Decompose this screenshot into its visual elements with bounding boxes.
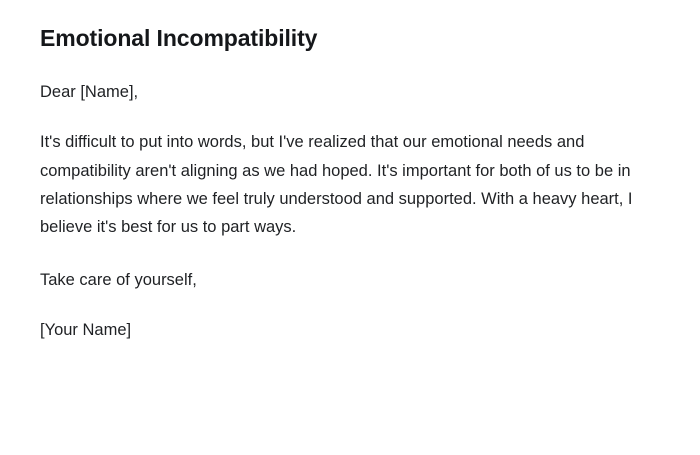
letter-closing: Take care of yourself, bbox=[40, 270, 197, 289]
letter-salutation: Dear [Name], bbox=[40, 82, 139, 101]
letter-signature: [Your Name] bbox=[40, 321, 132, 340]
page-title: Emotional Incompatibility bbox=[40, 25, 318, 51]
letter-body: It's difficult to put into words, but I've realized that our emotional needs and compatibility aren't aligning as we had hoped. It's important for both of us to be in relationships where we feel truly understood and supported. With a heavy heart, I believe it's best for us to part ways. bbox=[40, 133, 633, 237]
